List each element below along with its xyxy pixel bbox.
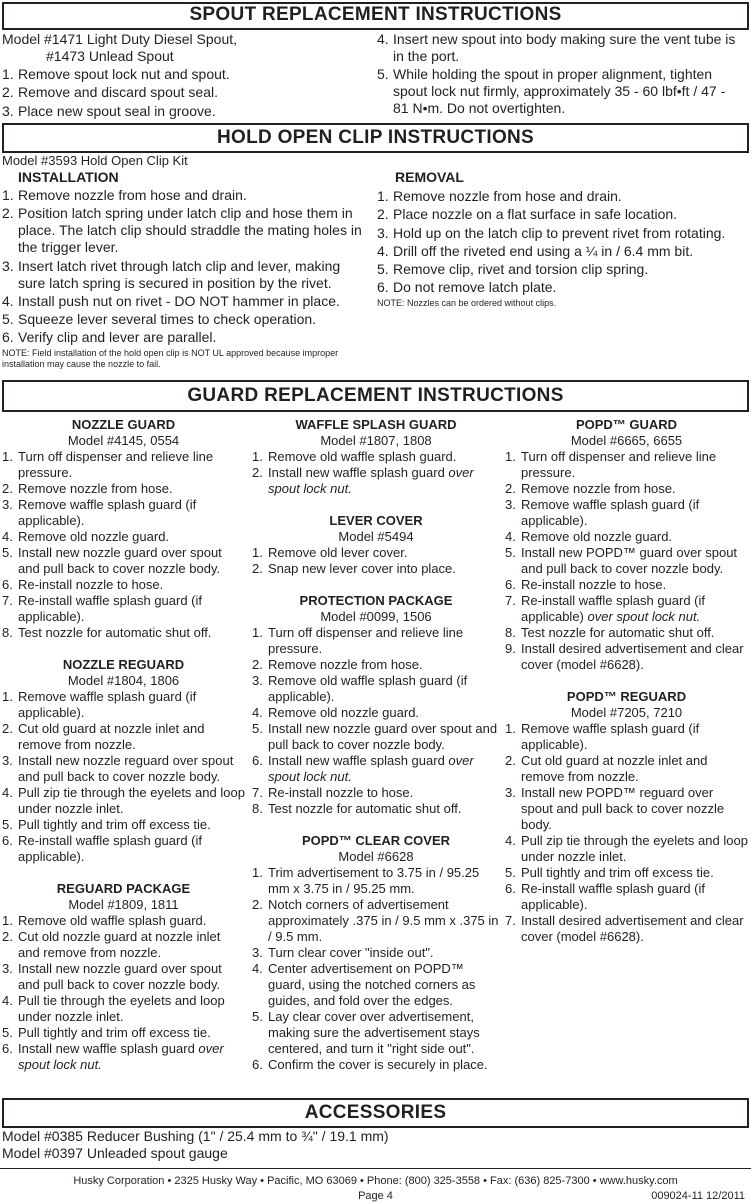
footer-page-number: Page 4 xyxy=(358,1190,393,1202)
installation-step-6: 6. Verify clip and lever are parallel. xyxy=(2,329,217,346)
removal-heading: REMOVAL xyxy=(395,169,464,185)
clip-installation-column xyxy=(2,153,368,370)
waffle-heading: WAFFLE SPLASH GUARD xyxy=(295,417,457,432)
clear-cover-model: Model #6628 xyxy=(338,849,414,864)
protection-step-2: 2. Remove nozzle from hose. xyxy=(252,657,423,672)
removal-note: NOTE: Nozzles can be ordered without clips. xyxy=(377,297,557,308)
lever-cover-step-2: 2. Snap new lever cover into place. xyxy=(252,561,456,576)
popd-reguard-step-2: 2. Cut old guard at nozzle inlet and remove from nozzle. xyxy=(505,753,708,784)
reguard-package-steps xyxy=(2,913,245,1073)
lever-cover-step-1: 1. Remove old lever cover. xyxy=(252,545,408,560)
nozzle-reguard-heading: NOZZLE REGUARD xyxy=(62,657,185,672)
installation-heading: INSTALLATION xyxy=(18,169,119,185)
removal-step-3: 3. Hold up on the latch clip to prevent rivet from rotating. xyxy=(377,224,726,241)
lever-cover-model: Model #5494 xyxy=(338,529,414,544)
accessories-list xyxy=(2,1128,742,1162)
installation-step-2: 2. Position latch spring under latch clip and hose them in place. The latch clip should straddle the mating holes in the trigger lever. xyxy=(2,205,362,256)
reguard-package-model: Model #1809, 1811 xyxy=(68,897,179,912)
reguard-package-step-1: 1. Remove old waffle splash guard. xyxy=(2,913,207,928)
spout-step-2: 2. Remove and discard spout seal. xyxy=(2,84,218,101)
waffle-model: Model #1807, 1808 xyxy=(320,433,432,448)
popd-guard-step-3: 3. Remove waffle splash guard (if applicable). xyxy=(505,497,700,528)
reguard-package-step-3: 3. Install new nozzle guard over spout and pull back to cover nozzle body. xyxy=(2,961,222,992)
reguard-package-step-5: 5. Pull tightly and trim off excess tie. xyxy=(2,1025,211,1040)
clip-removal-column xyxy=(377,169,745,309)
nozzle-guard-heading: NOZZLE GUARD xyxy=(71,417,176,432)
lever-cover-heading: LEVER COVER xyxy=(329,513,423,528)
removal-steps xyxy=(377,188,745,296)
protection-step-4: 4. Remove old nozzle guard. xyxy=(252,705,420,720)
clear-cover-heading: POPD™ CLEAR COVER xyxy=(301,833,451,848)
installation-steps xyxy=(2,187,368,346)
protection-steps xyxy=(252,625,500,817)
reguard-package-heading: REGUARD PACKAGE xyxy=(56,881,191,896)
popd-guard-step-7: 7. Re-install waffle splash guard (if applicable) over spout lock nut. xyxy=(505,593,706,624)
removal-step-1: 1. Remove nozzle from hose and drain. xyxy=(377,188,622,204)
accessory-item-1: Model #0385 Reducer Bushing (1" / 25.4 mm to ¾" / 19.1 mm) xyxy=(2,1128,389,1144)
nozzle-guard-step-6: 6. Re-install nozzle to hose. xyxy=(2,577,164,592)
nozzle-guard-step-1: 1. Turn off dispenser and relieve line pressure. xyxy=(2,449,214,480)
nozzle-guard-steps xyxy=(2,449,245,641)
clear-cover-step-3: 3. Turn clear cover "inside out". xyxy=(252,945,434,960)
spout-left-column xyxy=(2,31,367,121)
waffle-step-1: 1. Remove old waffle splash guard. xyxy=(252,449,457,464)
removal-step-4: 4. Drill off the riveted end using a ¼ in / 6.4 mm bit. xyxy=(377,242,694,259)
clear-cover-step-2: 2. Notch corners of advertisement approximately .375 in / 9.5 mm x .375 in / 9.5 mm. xyxy=(252,897,499,944)
protection-model: Model #0099, 1506 xyxy=(320,609,432,624)
popd-guard-step-2: 2. Remove nozzle from hose. xyxy=(505,481,676,496)
popd-reguard-step-1: 1. Remove waffle splash guard (if applicable). xyxy=(505,721,700,752)
accessory-item-2: Model #0397 Unleaded spout gauge xyxy=(2,1145,228,1161)
spout-step-1: 1. Remove spout lock nut and spout. xyxy=(2,66,230,82)
popd-guard-step-1: 1. Turn off dispenser and relieve line pressure. xyxy=(505,449,717,480)
spout-steps-left xyxy=(2,66,367,120)
reguard-package-step-4: 4. Pull tie through the eyelets and loop under nozzle inlet. xyxy=(2,993,225,1024)
popd-guard-step-5: 5. Install new POPD™ guard over spout and pull back to cover nozzle body. xyxy=(505,545,738,576)
clip-section-title: HOLD OPEN CLIP INSTRUCTIONS xyxy=(2,123,749,153)
waffle-step-2: 2. Install new waffle splash guard over spout lock nut. xyxy=(252,465,474,496)
nozzle-guard-step-2: 2. Remove nozzle from hose. xyxy=(2,481,173,496)
protection-step-1: 1. Turn off dispenser and relieve line pressure. xyxy=(252,625,464,656)
spout-step-3: 3. Place new spout seal in groove. xyxy=(2,102,216,119)
lever-cover-steps xyxy=(252,545,500,577)
clear-cover-step-6: 6. Confirm the cover is securely in place. xyxy=(252,1057,488,1072)
protection-step-3: 3. Remove old waffle splash guard (if applicable). xyxy=(252,673,468,704)
reguard-package-step-2: 2. Cut old nozzle guard at nozzle inlet and remove from nozzle. xyxy=(2,929,221,960)
clear-cover-step-5: 5. Lay clear cover over advertisement, making sure the advertisement stays centered, and turn it "right side out". xyxy=(252,1009,480,1056)
nozzle-reguard-step-2: 2. Cut old guard at nozzle inlet and remove from nozzle. xyxy=(2,721,205,752)
clip-model: Model #3593 Hold Open Clip Kit xyxy=(2,153,188,168)
removal-step-2: 2. Place nozzle on a flat surface in safe location. xyxy=(377,206,678,223)
spout-step-right-1: 4. Insert new spout into body making sure the vent tube is in the port. xyxy=(377,31,736,64)
popd-guard-step-4: 4. Remove old nozzle guard. xyxy=(505,529,673,544)
protection-step-after-2: 8. Test nozzle for automatic shut off. xyxy=(252,801,462,816)
footer-rule xyxy=(0,1168,751,1169)
spout-step-right-2: 5. While holding the spout in proper alignment, tighten spout lock nut firmly, approximately 35 - 60 lbf•ft / 47 - 81 N•m. Do not overtighten. xyxy=(377,66,726,117)
protection-heading: PROTECTION PACKAGE xyxy=(299,593,453,608)
popd-reguard-step-3: 3. Install new POPD™ reguard over spout and pull back to cover nozzle body. xyxy=(505,785,725,832)
popd-reguard-step-4: 4. Pull zip tie through the eyelets and loop under nozzle inlet. xyxy=(505,833,748,864)
popd-guard-model: Model #6665, 6655 xyxy=(570,433,683,448)
spout-model-line-2: #1473 Unlead Spout xyxy=(46,48,174,64)
nozzle-guard-step-3: 3. Remove waffle splash guard (if applicable). xyxy=(2,497,197,528)
nozzle-guard-model: Model #4145, 0554 xyxy=(67,433,180,448)
popd-reguard-step-7: 7. Install desired advertisement and clear cover (model #6628). xyxy=(505,913,744,944)
nozzle-reguard-step-5: 5. Pull tightly and trim off excess tie. xyxy=(2,817,211,832)
installation-step-4: 4. Install push nut on rivet - DO NOT hammer in place. xyxy=(2,292,340,309)
spout-right-column xyxy=(377,31,743,119)
nozzle-reguard-step-3: 3. Install new nozzle reguard over spout and pull back to cover nozzle body. xyxy=(2,753,234,784)
protection-step-6: 6. Install new waffle splash guard over spout lock nut. xyxy=(252,753,474,784)
nozzle-guard-step-7: 7. Re-install waffle splash guard (if applicable). xyxy=(2,593,203,624)
spout-model-line-1: Model #1471 Light Duty Diesel Spout, xyxy=(2,31,238,47)
footer-company: Husky Corporation • 2325 Husky Way • Pacific, MO 63069 • Phone: (800) 325-3558 • Fax: (636) 825-7300 • www.husky.com xyxy=(73,1175,678,1187)
reguard-package-step-6: 6. Install new waffle splash guard over spout lock nut. xyxy=(2,1041,224,1072)
popd-guard-heading: POPD™ GUARD xyxy=(575,417,678,432)
popd-reguard-model: Model #7205, 7210 xyxy=(570,705,683,720)
guard-section-title: GUARD REPLACEMENT INSTRUCTIONS xyxy=(2,380,749,412)
protection-step-after-1: 7. Re-install nozzle to hose. xyxy=(252,785,414,800)
spout-section-title: SPOUT REPLACEMENT INSTRUCTIONS xyxy=(2,2,749,30)
removal-step-6: 6. Do not remove latch plate. xyxy=(377,279,557,296)
spout-steps-right xyxy=(377,31,743,117)
popd-guard-step-after-2: 9. Install desired advertisement and clear cover (model #6628). xyxy=(505,641,744,672)
popd-guard-steps xyxy=(505,449,748,673)
nozzle-reguard-step-6: 6. Re-install waffle splash guard (if applicable). xyxy=(2,833,203,864)
popd-reguard-heading: POPD™ REGUARD xyxy=(566,689,687,704)
popd-guard-step-after-1: 8. Test nozzle for automatic shut off. xyxy=(505,625,715,640)
clear-cover-steps xyxy=(252,865,500,1073)
nozzle-reguard-step-1: 1. Remove waffle splash guard (if applicable). xyxy=(2,689,197,720)
guard-column-2 xyxy=(252,417,500,1073)
nozzle-reguard-model: Model #1804, 1806 xyxy=(67,673,180,688)
installation-step-3: 3. Insert latch rivet through latch clip and lever, making sure latch spring is secured in position by the rivet. xyxy=(2,257,341,291)
protection-step-5: 5. Install new nozzle guard over spout and pull back to cover nozzle body. xyxy=(252,721,498,752)
popd-guard-step-6: 6. Re-install nozzle to hose. xyxy=(505,577,667,592)
waffle-steps xyxy=(252,449,500,497)
popd-reguard-steps xyxy=(505,721,748,945)
popd-reguard-step-5: 5. Pull tightly and trim off excess tie. xyxy=(505,865,714,880)
installation-step-1: 1. Remove nozzle from hose and drain. xyxy=(2,187,247,203)
popd-reguard-step-6: 6. Re-install waffle splash guard (if applicable). xyxy=(505,881,706,912)
nozzle-reguard-steps xyxy=(2,689,245,865)
accessories-section-title: ACCESSORIES xyxy=(2,1098,749,1128)
guard-column-1 xyxy=(2,417,245,1073)
clear-cover-step-1: 1. Trim advertisement to 3.75 in / 95.25 mm x 3.75 in / 95.25 mm. xyxy=(252,865,480,896)
installation-note: NOTE: Field installation of the hold open clip is NOT UL approved because improper installation may cause the nozzle to fail. xyxy=(2,347,339,369)
nozzle-reguard-step-4: 4. Pull zip tie through the eyelets and loop under nozzle inlet. xyxy=(2,785,245,816)
guard-column-3 xyxy=(505,417,748,945)
footer-doc-id: 009024-11 12/2011 xyxy=(651,1190,745,1202)
installation-step-5: 5. Squeeze lever several times to check operation. xyxy=(2,311,317,328)
nozzle-guard-step-8: 8. Test nozzle for automatic shut off. xyxy=(2,625,212,640)
nozzle-guard-step-5: 5. Install new nozzle guard over spout and pull back to cover nozzle body. xyxy=(2,545,222,576)
clear-cover-step-4: 4. Center advertisement on POPD™ guard, using the notched corners as guides, and fold over the edges. xyxy=(252,961,476,1008)
nozzle-guard-step-4: 4. Remove old nozzle guard. xyxy=(2,529,170,544)
removal-step-5: 5. Remove clip, rivet and torsion clip spring. xyxy=(377,261,649,278)
